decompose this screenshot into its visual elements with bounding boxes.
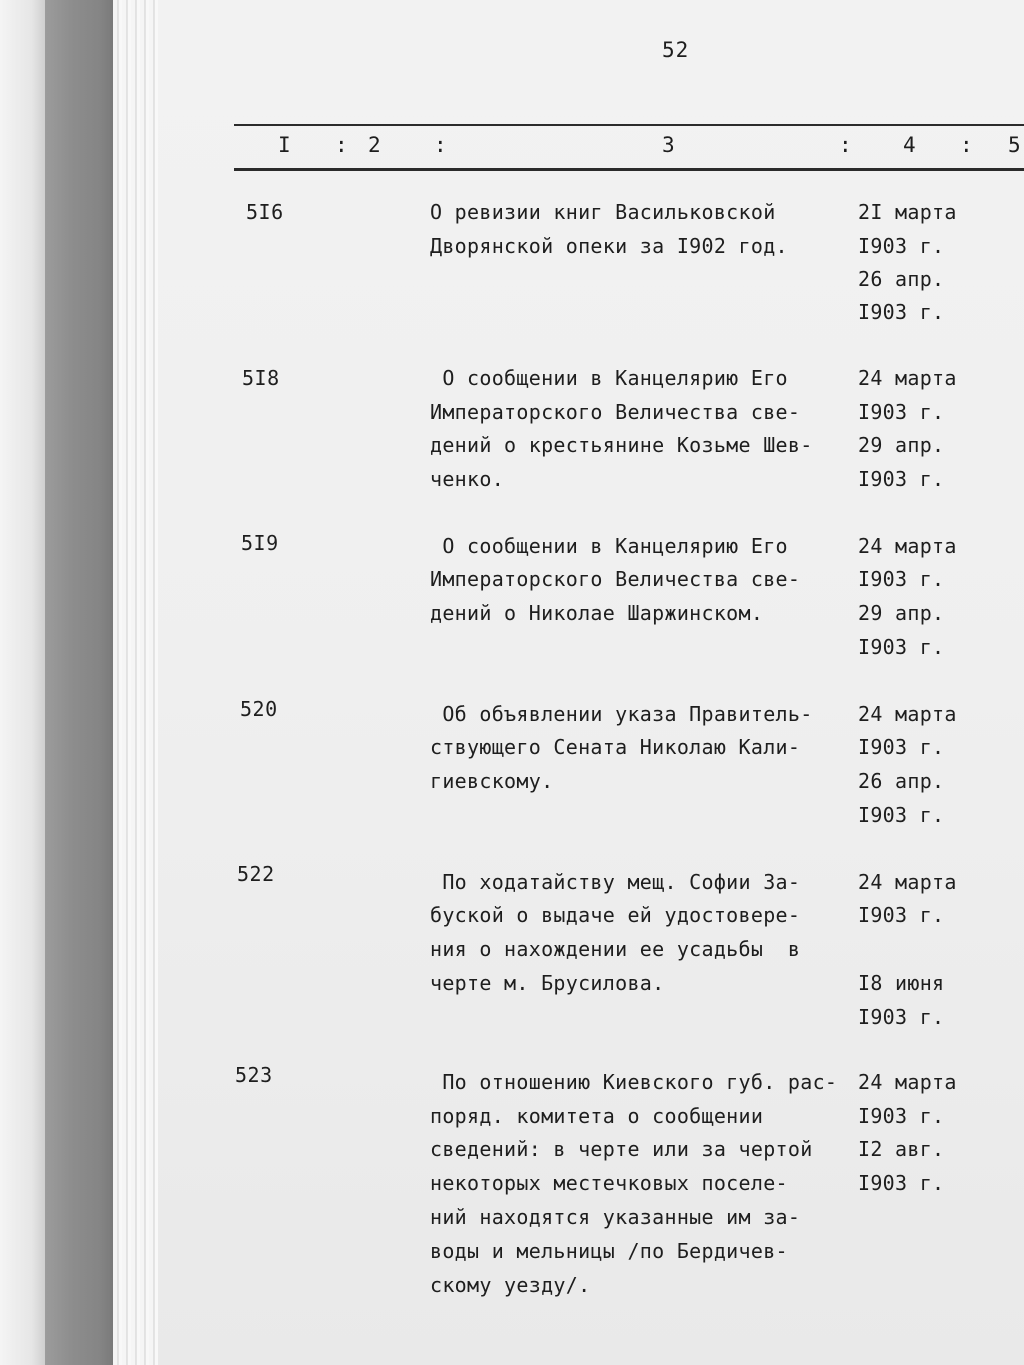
entry-description-line: поряд. комитета о сообщении	[430, 1104, 764, 1128]
entry-date-line: 26 апр.	[858, 267, 945, 291]
column-separator: :	[960, 133, 973, 157]
entry-description-line: ченко.	[430, 467, 505, 491]
column-separator: :	[839, 133, 852, 157]
column-header-3: 3	[662, 133, 675, 157]
header-rule-top	[234, 124, 1024, 126]
entry-description-line: Об объявлении указа Правитель-	[430, 702, 813, 726]
entry-description-line: скому уезду/.	[430, 1273, 591, 1297]
entry-date-line: 26 апр.	[858, 769, 945, 793]
entry-date-line: 24 марта	[858, 534, 957, 558]
entry-description-line: О сообщении в Канцелярию Его	[430, 534, 788, 558]
entry-date-line: I903 г.	[858, 735, 945, 759]
entry-description-line: воды и мельницы /по Бердичев-	[430, 1239, 788, 1263]
entry-description-line: дений о Николае Шаржинском.	[430, 601, 764, 625]
entry-date-line: I2 авг.	[858, 1137, 945, 1161]
entry-description-line: Императорского Величества све-	[430, 567, 801, 591]
entry-description-line: некоторых местечковых поселе-	[430, 1171, 788, 1195]
binder-spine	[45, 0, 113, 1365]
entry-description-line: черте м. Брусилова.	[430, 971, 665, 995]
entry-date-line: I903 г.	[858, 1104, 945, 1128]
entry-date-line: I903 г.	[858, 903, 945, 927]
binder-edge	[0, 0, 45, 1365]
entry-date-line: I903 г.	[858, 400, 945, 424]
entry-date-line: I903 г.	[858, 234, 945, 258]
entry-description-line: По отношению Киевского губ. рас-	[430, 1070, 838, 1094]
entry-date-line: 29 апр.	[858, 601, 945, 625]
page-stack-edges	[113, 0, 158, 1365]
entry-description-line: ствующего Сената Николаю Кали-	[430, 735, 801, 759]
column-header-1: I	[278, 133, 291, 157]
entry-date-line: I903 г.	[858, 567, 945, 591]
entry-date-line: 2I марта	[858, 200, 957, 224]
entry-date-line: I903 г.	[858, 467, 945, 491]
entry-description-line: ния о нахождении ее усадьбы в	[430, 937, 801, 961]
entry-description-line: О ревизии книг Васильковской	[430, 200, 776, 224]
entry-date-line: I903 г.	[858, 300, 945, 324]
entry-number: 5I8	[242, 366, 280, 390]
entry-date-line: 24 марта	[858, 1070, 957, 1094]
column-header-5: 5	[1008, 133, 1021, 157]
page-number: 52	[662, 38, 690, 62]
column-separator: :	[434, 133, 447, 157]
entry-number: 522	[237, 862, 275, 886]
entry-description-line: О сообщении в Канцелярию Его	[430, 366, 788, 390]
entry-date-line: I903 г.	[858, 635, 945, 659]
entry-description-line: По ходатайству мещ. Софии За-	[430, 870, 801, 894]
entry-date-line: I903 г.	[858, 803, 945, 827]
header-rule-bottom	[234, 168, 1024, 171]
entry-description-line: Императорского Величества све-	[430, 400, 801, 424]
entry-date-line: 29 апр.	[858, 433, 945, 457]
entry-date-line: I8 июня	[858, 971, 945, 995]
entry-description-line: ний находятся указанные им за-	[430, 1205, 801, 1229]
column-header-2: 2	[368, 133, 381, 157]
entry-date-line: 24 марта	[858, 702, 957, 726]
entry-number: 5I6	[246, 200, 284, 224]
column-header-4: 4	[903, 133, 916, 157]
entry-description-line: дений о крестьянине Козьме Шев-	[430, 433, 813, 457]
entry-description-line: Дворянской опеки за I902 год.	[430, 234, 788, 258]
entry-date-line: 24 марта	[858, 870, 957, 894]
entry-number: 5I9	[241, 531, 279, 555]
entry-description-line: буской о выдаче ей удостовере-	[430, 903, 801, 927]
entry-number: 520	[240, 697, 278, 721]
entry-date-line: I903 г.	[858, 1005, 945, 1029]
entry-date-line: I903 г.	[858, 1171, 945, 1195]
column-separator: :	[335, 133, 348, 157]
entry-number: 523	[235, 1063, 273, 1087]
entry-date-line: 24 марта	[858, 366, 957, 390]
entry-description-line: гиевскому.	[430, 769, 554, 793]
entry-description-line: сведений: в черте или за чертой	[430, 1137, 813, 1161]
